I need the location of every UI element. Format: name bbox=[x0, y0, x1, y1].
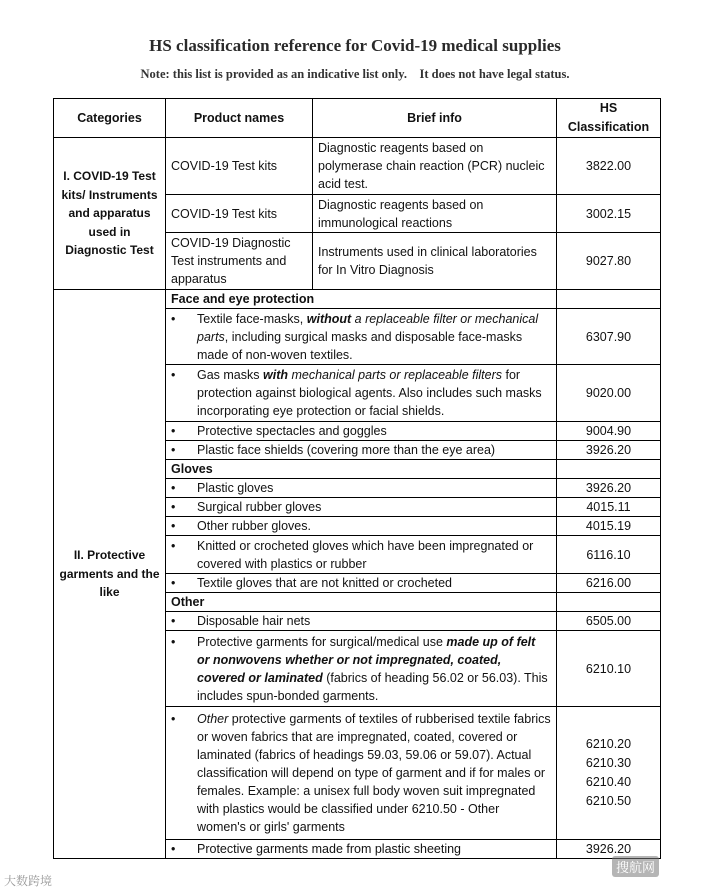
header-brief-info: Brief info bbox=[313, 99, 557, 138]
hs-code: 3926.20 bbox=[557, 479, 661, 498]
hs-code: 6116.10 bbox=[557, 536, 661, 574]
hs-code: 9027.80 bbox=[557, 233, 661, 290]
item-knitted-gloves: • Knitted or crocheted gloves which have been impregnated or covered with plastics or rubber bbox=[166, 536, 557, 574]
hs-code: 6210.10 bbox=[557, 631, 661, 707]
hs-code: 3926.20 bbox=[557, 840, 661, 859]
hs-code: 6505.00 bbox=[557, 612, 661, 631]
empty-cell bbox=[557, 593, 661, 612]
header-product-names: Product names bbox=[166, 99, 313, 138]
hs-code: 3822.00 bbox=[557, 138, 661, 195]
hs-code: 6210.40 bbox=[585, 775, 632, 789]
document-title: HS classification reference for Covid-19 medical supplies bbox=[149, 36, 561, 55]
subheading-face-eye-protection: Face and eye protection bbox=[166, 290, 557, 309]
bullet: • bbox=[171, 538, 176, 553]
subheading-row bbox=[54, 290, 661, 309]
hs-classification-table bbox=[53, 98, 661, 859]
bullet: • bbox=[171, 614, 176, 628]
watermark-right: 搜航网 bbox=[612, 856, 659, 877]
subheading-gloves: Gloves bbox=[166, 460, 557, 479]
bullet: • bbox=[171, 500, 176, 514]
hs-code: 9020.00 bbox=[557, 365, 661, 422]
bullet: • bbox=[171, 311, 176, 326]
hs-code: 9004.90 bbox=[557, 422, 661, 441]
brief-info: Instruments used in clinical laboratories for In Vitro Diagnosis bbox=[313, 233, 557, 290]
bullet: • bbox=[171, 842, 176, 856]
item-other-textile-garments: • Other protective garments of textiles of rubberised textile fabrics or woven fabrics that are impregnated, coated, covered or laminated (fabrics of headings 59.03, 59.06 or 59.07). Actual classification will depend on type of garment and if for males or females. Example: a unisex full body woven suit impregnated with plastics would be classified under 6210.50 - Other women's or girls' garments bbox=[166, 707, 557, 840]
hs-code-group bbox=[557, 707, 661, 840]
bullet: • bbox=[171, 424, 176, 438]
item-face-shields: • Plastic face shields (covering more than the eye area) bbox=[166, 441, 557, 460]
header-row bbox=[54, 99, 661, 138]
header-categories: Categories bbox=[54, 99, 166, 138]
category-covid-test-kits: I. COVID-19 Test kits/ Instruments and apparatus used in Diagnostic Test bbox=[54, 138, 166, 290]
item-gas-masks: • Gas masks with mechanical parts or replaceable filters for protection against biological agents. Also includes such masks incorporating eye protection or facial shields. bbox=[166, 365, 557, 422]
hs-code: 3926.20 bbox=[557, 441, 661, 460]
hs-code: 3002.15 bbox=[557, 195, 661, 233]
item-surgical-rubber-gloves: • Surgical rubber gloves bbox=[166, 498, 557, 517]
empty-cell bbox=[557, 290, 661, 309]
subheading-other: Other bbox=[166, 593, 557, 612]
bullet: • bbox=[171, 634, 176, 649]
brief-info: Diagnostic reagents based on immunological reactions bbox=[313, 195, 557, 233]
product-name: COVID-19 Diagnostic Test instruments and apparatus bbox=[166, 233, 313, 290]
hs-code: 4015.11 bbox=[557, 498, 661, 517]
empty-cell bbox=[557, 460, 661, 479]
bullet: • bbox=[171, 576, 176, 590]
category-protective-garments: II. Protective garments and the like bbox=[54, 290, 166, 859]
bullet: • bbox=[171, 712, 176, 726]
hs-code: 6216.00 bbox=[557, 574, 661, 593]
item-other-rubber-gloves: • Other rubber gloves. bbox=[166, 517, 557, 536]
item-plastic-gloves: • Plastic gloves bbox=[166, 479, 557, 498]
brief-info: Diagnostic reagents based on polymerase chain reaction (PCR) nucleic acid test. bbox=[313, 138, 557, 195]
hs-code: 6210.30 bbox=[585, 756, 632, 770]
bullet: • bbox=[171, 368, 176, 382]
product-name: COVID-19 Test kits bbox=[166, 138, 313, 195]
hs-code: 4015.19 bbox=[557, 517, 661, 536]
bullet: • bbox=[171, 481, 176, 495]
item-hair-nets: • Disposable hair nets bbox=[166, 612, 557, 631]
bullet: • bbox=[171, 443, 176, 457]
hs-code: 6210.20 bbox=[585, 737, 632, 751]
item-surgical-garments: • Protective garments for surgical/medical use made up of felt or nonwovens whether or not impregnated, coated, covered or laminated (fabrics of heading 56.02 or 56.03). This includes spun-bonded garments. bbox=[166, 631, 557, 707]
watermark-left: 大数跨境 bbox=[4, 874, 53, 888]
hs-code: 6210.50 bbox=[585, 794, 632, 808]
bullet: • bbox=[171, 519, 176, 533]
header-hs-classification: HS Classification bbox=[557, 99, 661, 138]
table-row bbox=[54, 138, 661, 195]
item-textile-face-masks: • Textile face-masks, without a replaceable filter or mechanical parts, including surgical masks and disposable face-masks made of non-woven textiles. bbox=[166, 309, 557, 365]
document-note: Note: this list is provided as an indicative list only. It does not have legal status. bbox=[140, 67, 570, 81]
item-spectacles-goggles: • Protective spectacles and goggles bbox=[166, 422, 557, 441]
product-name: COVID-19 Test kits bbox=[166, 195, 313, 233]
item-textile-gloves: • Textile gloves that are not knitted or crocheted bbox=[166, 574, 557, 593]
hs-code: 6307.90 bbox=[557, 309, 661, 365]
item-plastic-sheeting-garments: • Protective garments made from plastic sheeting bbox=[166, 840, 557, 859]
